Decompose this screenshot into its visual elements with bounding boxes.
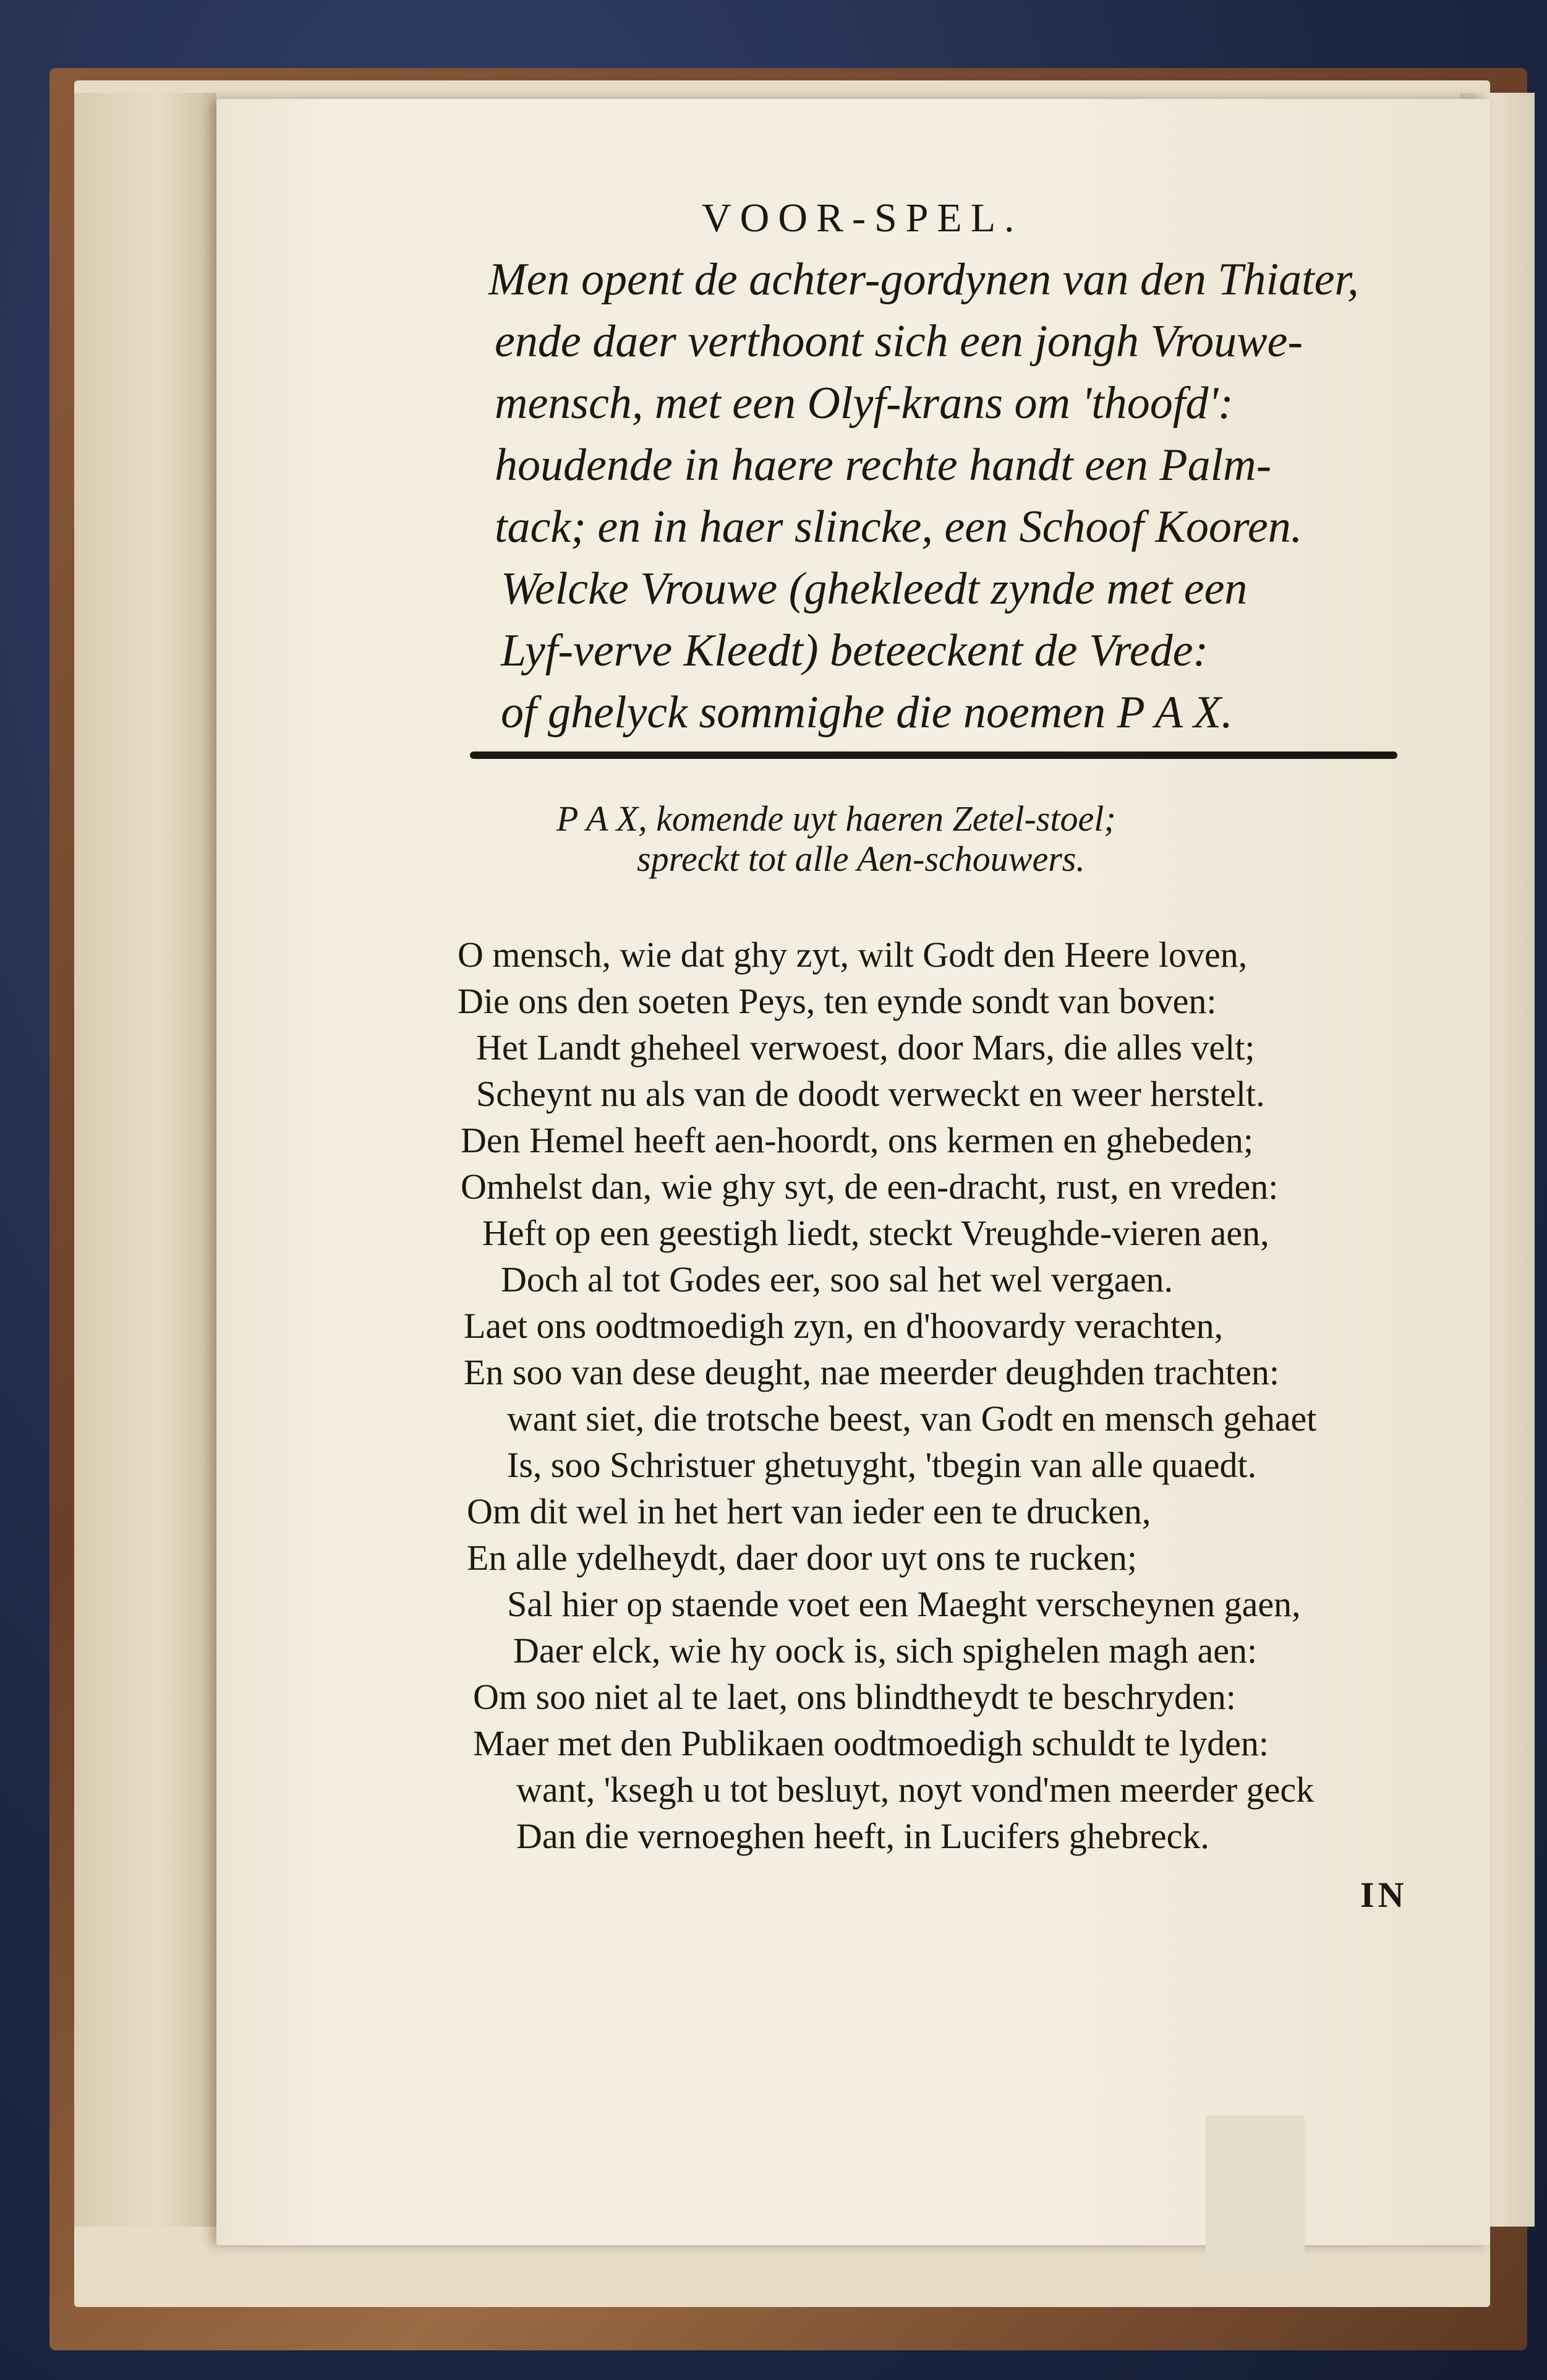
intro-line: Men opent de achter-gordynen van den Thiater,	[488, 254, 1359, 305]
divider-rule	[470, 751, 1397, 759]
verse-line: Den Hemel heeft aen-hoordt, ons kermen en ghebeden;	[461, 1120, 1253, 1160]
verse-line: want, 'ksegh u tot besluyt, noyt vond'men meerder geck	[516, 1770, 1315, 1810]
verse-line: Maer met den Publikaen oodtmoedigh schuldt te lyden:	[473, 1723, 1269, 1763]
verse-line: Dan die vernoeghen heeft, in Lucifers ghebreck.	[516, 1816, 1209, 1856]
verse-line: Laet ons oodtmoedigh zyn, en d'hoovardy verachten,	[464, 1306, 1224, 1346]
verse-line: Doch al tot Godes eer, soo sal het wel vergaen.	[501, 1259, 1173, 1299]
page-corner-patch	[1206, 2115, 1305, 2270]
speaker-heading: spreckt tot alle Aen-schouwers.	[637, 839, 1085, 879]
verse-line: Om soo niet al te laet, ons blindtheydt te beschryden:	[473, 1677, 1236, 1717]
verse-line: Heft op een geestigh liedt, steckt Vreughde-vieren aen,	[482, 1213, 1269, 1253]
verse-line: En alle ydelheydt, daer door uyt ons te rucken;	[467, 1538, 1137, 1578]
catchword: IN	[1360, 1875, 1408, 1915]
speaker-heading: P A X, komende uyt haeren Zetel-stoel;	[556, 798, 1116, 839]
verse-line: Het Landt gheheel verwoest, door Mars, die alles velt;	[476, 1027, 1255, 1068]
verse-line: En soo van dese deught, nae meerder deughden trachten:	[464, 1352, 1279, 1392]
intro-line: Welcke Vrouwe (ghekleedt zynde met een	[501, 563, 1248, 614]
verse-line: Scheynt nu als van de doodt verweckt en weer herstelt.	[476, 1074, 1265, 1114]
page-title: VOOR-SPEL.	[702, 195, 1023, 241]
intro-line: of ghelyck sommighe die noemen P A X.	[501, 687, 1233, 738]
verse-line: Omhelst dan, wie ghy syt, de een-dracht, rust, en vreden:	[461, 1166, 1279, 1207]
verse-line: want siet, die trotsche beest, van Godt en mensch gehaet	[507, 1398, 1317, 1439]
verse-line: O mensch, wie dat ghy zyt, wilt Godt den Heere loven,	[458, 935, 1248, 975]
intro-line: ende daer verthoont sich een jongh Vrouwe-	[495, 316, 1303, 367]
verse-line: Sal hier op staende voet een Maeght verscheynen gaen,	[507, 1584, 1301, 1624]
intro-line: mensch, met een Olyf-krans om 'thoofd':	[495, 378, 1234, 429]
intro-line: tack; en in haer slincke, een Schoof Kooren.	[495, 502, 1303, 552]
verse-line: Daer elck, wie hy oock is, sich spighelen magh aen:	[513, 1630, 1258, 1671]
intro-line: houdende in haere rechte handt een Palm-	[495, 440, 1272, 490]
page-gutter-stain	[74, 93, 216, 2227]
intro-line: Lyf-verve Kleedt) beteeckent de Vrede:	[501, 625, 1209, 676]
verse-line: Die ons den soeten Peys, ten eynde sondt van boven:	[458, 981, 1217, 1021]
verse-line: Om dit wel in het hert van ieder een te drucken,	[467, 1491, 1151, 1531]
verse-line: Is, soo Schristuer ghetuyght, 'tbegin van alle quaedt.	[507, 1445, 1257, 1485]
